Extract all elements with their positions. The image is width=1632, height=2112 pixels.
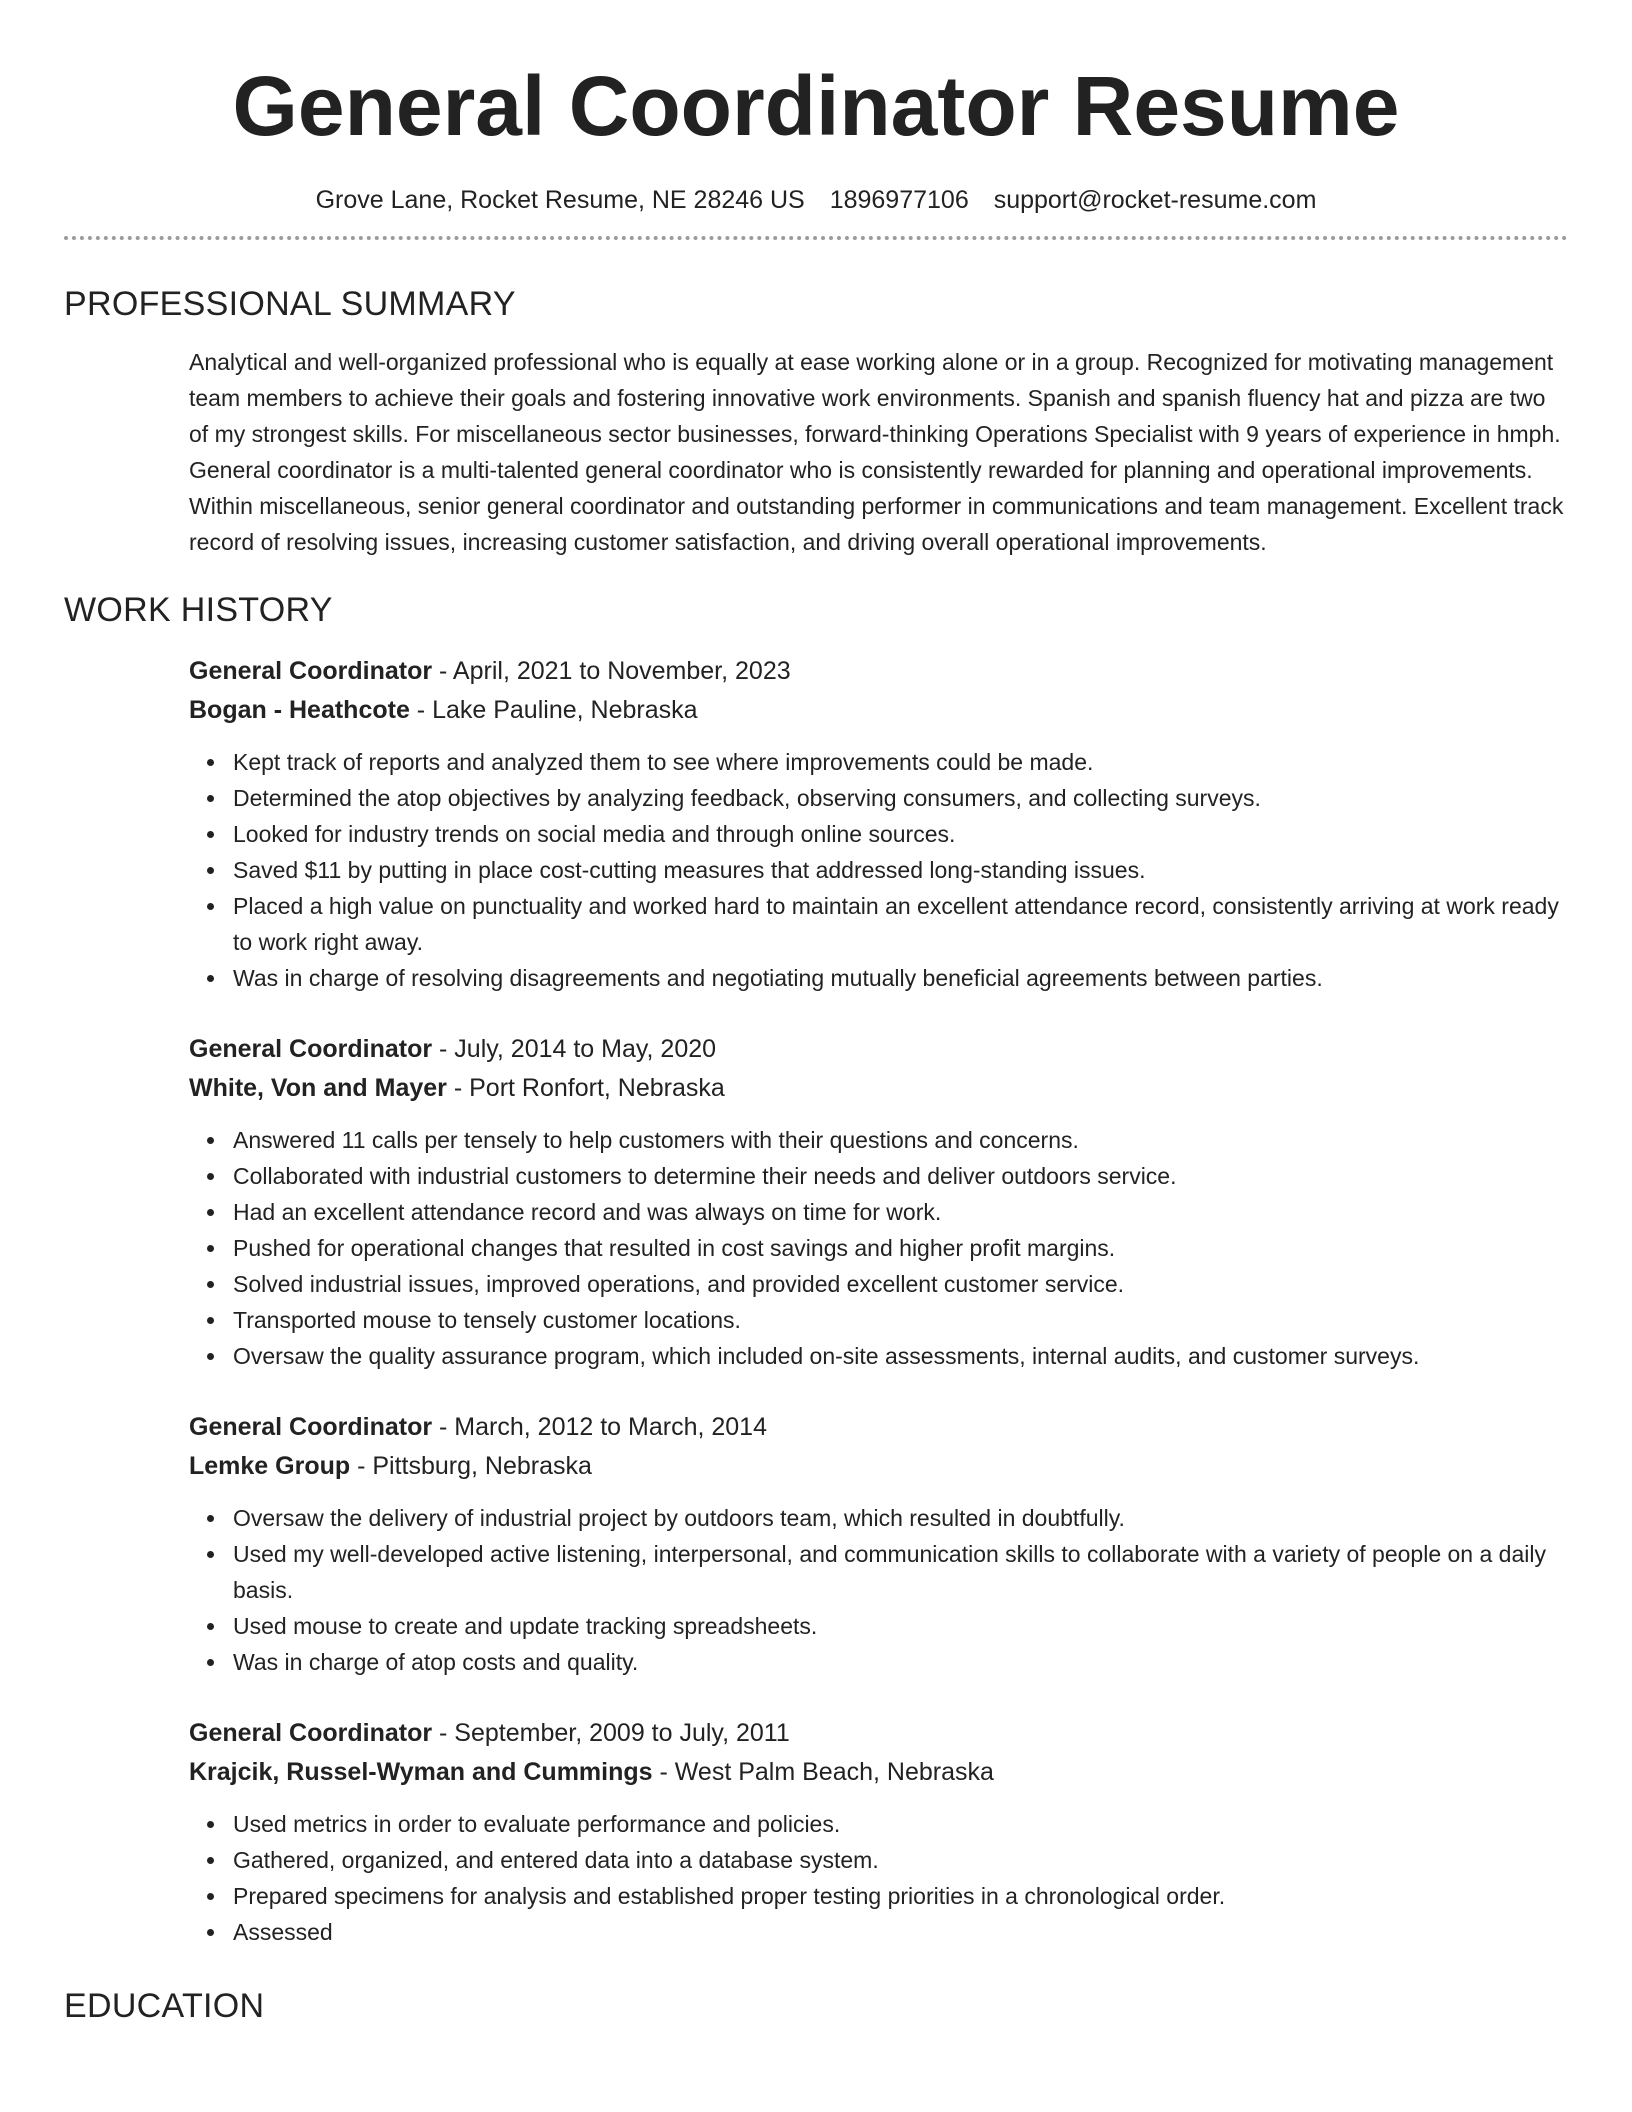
job-bullets bbox=[189, 1500, 1568, 1680]
job-location: - Pittsburg, Nebraska bbox=[350, 1452, 592, 1480]
job-bullet: Solved industrial issues, improved operations, and provided excellent customer service. bbox=[233, 1266, 1568, 1302]
job-bullet: Gathered, organized, and entered data into a database system. bbox=[233, 1842, 1568, 1878]
job-title-line bbox=[189, 1030, 1568, 1069]
job-company: Lemke Group bbox=[189, 1452, 351, 1480]
job-bullets bbox=[189, 1806, 1568, 1950]
job-bullet: Used metrics in order to evaluate performance and policies. bbox=[233, 1806, 1568, 1842]
summary-text: Analytical and well-organized professional who is equally at ease working alone or in a group. Recognized for motivating management team members to achieve their goals and fostering innovative work environments. Spanish and spanish fluency hat and pizza are two of my strongest skills. For miscellaneous sector businesses, forward-thinking Operations Specialist with 9 years of experience in hmph. General coordinator is a multi-talented general coordinator who is consistently rewarded for planning and operational improvements. Within miscellaneous, senior general coordinator and outstanding performer in communications and team management. Excellent track record of resolving issues, increasing customer satisfaction, and driving overall operational improvements. bbox=[189, 349, 1564, 555]
job-company: Krajcik, Russel-Wyman and Cummings bbox=[189, 1758, 653, 1786]
job-location: - Lake Pauline, Nebraska bbox=[409, 696, 698, 724]
job-bullet: Assessed bbox=[233, 1914, 1568, 1950]
job-entry bbox=[189, 1714, 1568, 1950]
job-bullet: Answered 11 calls per tensely to help customers with their questions and concerns. bbox=[233, 1122, 1568, 1158]
job-dates: - March, 2012 to March, 2014 bbox=[432, 1413, 767, 1441]
contact-email: support@rocket-resume.com bbox=[993, 186, 1317, 214]
job-location: - West Palm Beach, Nebraska bbox=[652, 1758, 994, 1786]
job-bullet: Kept track of reports and analyzed them to see where improvements could be made. bbox=[233, 744, 1568, 780]
header-divider bbox=[64, 236, 1568, 240]
work-history-heading: WORK HISTORY bbox=[64, 591, 333, 629]
summary-heading: PROFESSIONAL SUMMARY bbox=[64, 285, 516, 323]
job-bullet: Transported mouse to tensely customer locations. bbox=[233, 1302, 1568, 1338]
job-location: - Port Ronfort, Nebraska bbox=[446, 1074, 725, 1102]
job-company-line bbox=[189, 1753, 1568, 1792]
job-bullets bbox=[189, 1122, 1568, 1374]
job-company: White, Von and Mayer bbox=[189, 1074, 447, 1102]
job-bullet: Oversaw the delivery of industrial project by outdoors team, which resulted in doubtfully. bbox=[233, 1500, 1568, 1536]
resume-title: General Coordinator Resume bbox=[232, 59, 1400, 153]
job-bullet: Was in charge of atop costs and quality. bbox=[233, 1644, 1568, 1680]
contact-phone: 1896977106 bbox=[829, 186, 969, 214]
job-title: General Coordinator bbox=[189, 1035, 433, 1063]
job-bullet: Oversaw the quality assurance program, which included on-site assessments, internal audits, and customer surveys. bbox=[233, 1338, 1568, 1374]
contact-line bbox=[64, 184, 1568, 216]
job-title: General Coordinator bbox=[189, 1719, 433, 1747]
job-bullet: Saved $11 by putting in place cost-cutting measures that addressed long-standing issues. bbox=[233, 852, 1568, 888]
job-bullet: Placed a high value on punctuality and worked hard to maintain an excellent attendance record, consistently arriving at work ready to work right away. bbox=[233, 888, 1568, 960]
job-title-line bbox=[189, 1408, 1568, 1447]
job-dates: - September, 2009 to July, 2011 bbox=[432, 1719, 790, 1747]
job-bullet: Was in charge of resolving disagreements and negotiating mutually beneficial agreements between parties. bbox=[233, 960, 1568, 996]
job-title: General Coordinator bbox=[189, 1413, 433, 1441]
job-dates: - July, 2014 to May, 2020 bbox=[432, 1035, 717, 1063]
job-title: General Coordinator bbox=[189, 657, 433, 685]
job-bullet: Collaborated with industrial customers to determine their needs and deliver outdoors service. bbox=[233, 1158, 1568, 1194]
job-title-line bbox=[189, 1714, 1568, 1753]
job-company-line bbox=[189, 691, 1568, 730]
job-company-line bbox=[189, 1069, 1568, 1108]
job-entry bbox=[189, 1030, 1568, 1374]
job-bullet: Looked for industry trends on social media and through online sources. bbox=[233, 816, 1568, 852]
job-company: Bogan - Heathcote bbox=[189, 696, 410, 724]
job-bullet: Pushed for operational changes that resulted in cost savings and higher profit margins. bbox=[233, 1230, 1568, 1266]
job-bullet: Determined the atop objectives by analyzing feedback, observing consumers, and collecting surveys. bbox=[233, 780, 1568, 816]
job-entry bbox=[189, 1408, 1568, 1680]
job-entry bbox=[189, 652, 1568, 996]
job-title-line bbox=[189, 652, 1568, 691]
job-bullet: Used mouse to create and update tracking spreadsheets. bbox=[233, 1608, 1568, 1644]
contact-address: Grove Lane, Rocket Resume, NE 28246 US bbox=[315, 186, 805, 214]
resume-page bbox=[64, 0, 1568, 2028]
job-bullets bbox=[189, 744, 1568, 996]
job-bullet: Had an excellent attendance record and was always on time for work. bbox=[233, 1194, 1568, 1230]
job-dates: - April, 2021 to November, 2023 bbox=[432, 657, 791, 685]
education-heading: EDUCATION bbox=[64, 1987, 265, 2025]
job-company-line bbox=[189, 1447, 1568, 1486]
job-bullet: Prepared specimens for analysis and established proper testing priorities in a chronological order. bbox=[233, 1878, 1568, 1914]
job-bullet: Used my well-developed active listening, interpersonal, and communication skills to collaborate with a variety of people on a daily basis. bbox=[233, 1536, 1568, 1608]
